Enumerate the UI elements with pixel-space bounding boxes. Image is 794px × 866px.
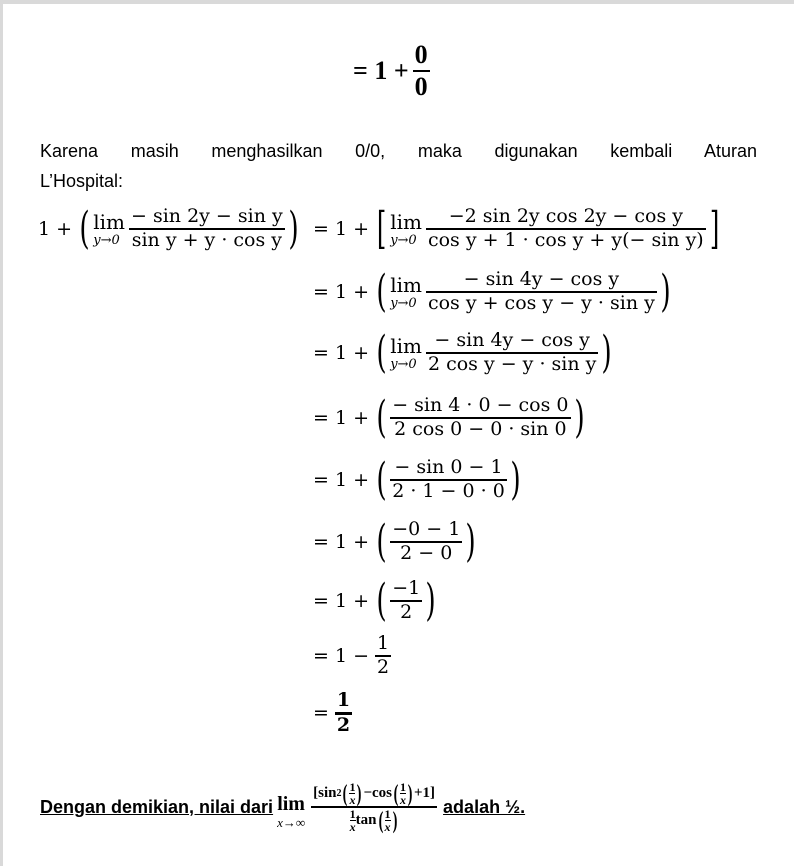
step-4-fraction: $\frac{- \sin 4 \cdot 0 - \cos 0}{2 \cos 0 - 0 \cdot \sin 0}$ — [392, 394, 569, 440]
right-paren: ) — [407, 780, 413, 807]
left-bracket: [ — [376, 203, 387, 254]
limit-operator: lim y→0 — [390, 272, 422, 311]
explanation-paragraph — [40, 136, 757, 196]
page-top-border — [0, 0, 794, 4]
conclusion — [40, 776, 525, 838]
one-over-x: 1 x — [349, 807, 356, 834]
left-paren: ( — [376, 516, 387, 567]
right-paren: ) — [573, 392, 585, 443]
right-paren: ) — [660, 266, 671, 317]
right-paren: ) — [357, 780, 362, 807]
limit-operator: lim y→0 — [390, 209, 422, 248]
limit-operator: lim y→0 — [93, 209, 125, 248]
lhs-prefix: 1 + — [38, 218, 73, 240]
one-over-x: 1 x — [349, 780, 356, 807]
conclusion-fraction — [311, 781, 437, 833]
step-9-result: = $\frac{1}{2}$ — [313, 688, 351, 736]
step-4: = 1 + ( $\frac{- \sin 4 \cdot 0 - \cos 0}{2 \cos 0 - 0 \cdot \sin 0}$ ) — [313, 392, 585, 443]
left-paren: ( — [376, 266, 387, 317]
numerator: 0 — [414, 40, 428, 70]
right-paren: ) — [510, 454, 521, 505]
result-fraction: $\frac{1}{2}$ — [336, 688, 351, 736]
step-2: = 1 + ( lim y→0 $\frac{\text{− sin 4y − cos y}}{\text{cos y + cos y − y · sin y}}$ ) — [313, 266, 671, 317]
step-6: = 1 + ( $\frac{-0 - 1}{2 - 0}$ ) — [313, 516, 477, 567]
right-paren: ) — [425, 575, 436, 626]
step-5-fraction: $\frac{- \sin 0 - 1}{2 \cdot 1 - 0 \cdot 0}$ — [392, 456, 505, 502]
limit-operator: lim x→∞ — [277, 792, 306, 830]
step-3-fraction: $\frac{\text{− sin 4y − cos y}}{\text{2 cos y − y · sin y}}$ — [427, 329, 597, 375]
step-3: = 1 + ( lim y→0 $\frac{\text{− sin 4y − cos y}}{\text{2 cos y − y · sin y}}$ ) — [313, 327, 613, 378]
right-paren: ) — [392, 807, 397, 834]
right-paren: ) — [465, 516, 477, 567]
left-paren: ( — [393, 780, 399, 807]
limit-operator: lim y→0 — [390, 333, 422, 372]
conclusion-text-before: Dengan demikian, nilai dari — [40, 796, 274, 817]
one-over-x: 1 x — [384, 807, 391, 834]
conclusion-text-after: adalah ½. — [443, 796, 526, 817]
left-paren: ( — [376, 327, 387, 378]
left-paren: ( — [376, 454, 387, 505]
right-paren: ) — [288, 203, 299, 254]
step-2-fraction: $\frac{\text{− sin 4y − cos y}}{\text{cos y + cos y − y · sin y}}$ — [427, 268, 655, 314]
step-5: = 1 + ( $\frac{- \sin 0 - 1}{2 \cdot 1 - 0 \cdot 0}$ ) — [313, 454, 521, 505]
left-paren: ( — [376, 392, 387, 443]
step-6-fraction: $\frac{-0 - 1}{2 - 0}$ — [392, 518, 461, 564]
lhs-fraction: $\frac{\text{− sin 2y − sin y}}{\text{sin y + y · cos y}}$ — [131, 205, 283, 251]
step-1-rhs: = 1 + [ lim y→0 $\frac{\text{−2 sin 2y cos 2y − cos y}}{\text{cos y + 1 · cos y + y(− sin y)}}$ ] — [313, 203, 720, 254]
page-left-border — [0, 0, 3, 866]
step-1-lhs — [38, 201, 302, 257]
left-paren: ( — [343, 780, 348, 807]
paragraph-line-1: Karena masih menghasilkan 0/0, maka digunakan kembali Aturan — [40, 141, 757, 161]
step-7-fraction: $\frac{-1}{2}$ — [392, 577, 421, 623]
conclusion-numerator: [sin 2 ( 1 x ) −cos ( 1 x ) +1] — [313, 780, 436, 807]
one-over-x: 1 x — [400, 780, 406, 807]
top-equation — [353, 40, 430, 102]
zero-over-zero-fraction — [413, 40, 430, 102]
left-paren: ( — [376, 575, 387, 626]
left-paren: ( — [378, 807, 383, 834]
step-8-fraction: $\frac{1}{2}$ — [377, 632, 390, 678]
step-7: = 1 + ( $\frac{-1}{2}$ ) — [313, 575, 436, 626]
top-equation-prefix: = 1 + — [353, 56, 409, 85]
conclusion-denominator: 1 x tan ( 1 x ) — [349, 807, 397, 834]
paragraph-line-2: L’Hospital: — [40, 171, 124, 191]
right-paren: ) — [601, 327, 613, 378]
right-bracket: ] — [709, 203, 720, 254]
denominator: 0 — [414, 72, 428, 101]
step-8: = 1 − $\frac{1}{2}$ — [313, 632, 390, 678]
left-paren: ( — [79, 203, 90, 254]
step-1-fraction: $\frac{\text{−2 sin 2y cos 2y − cos y}}{\text{cos y + 1 · cos y + y(− sin y)}}$ — [427, 205, 704, 251]
